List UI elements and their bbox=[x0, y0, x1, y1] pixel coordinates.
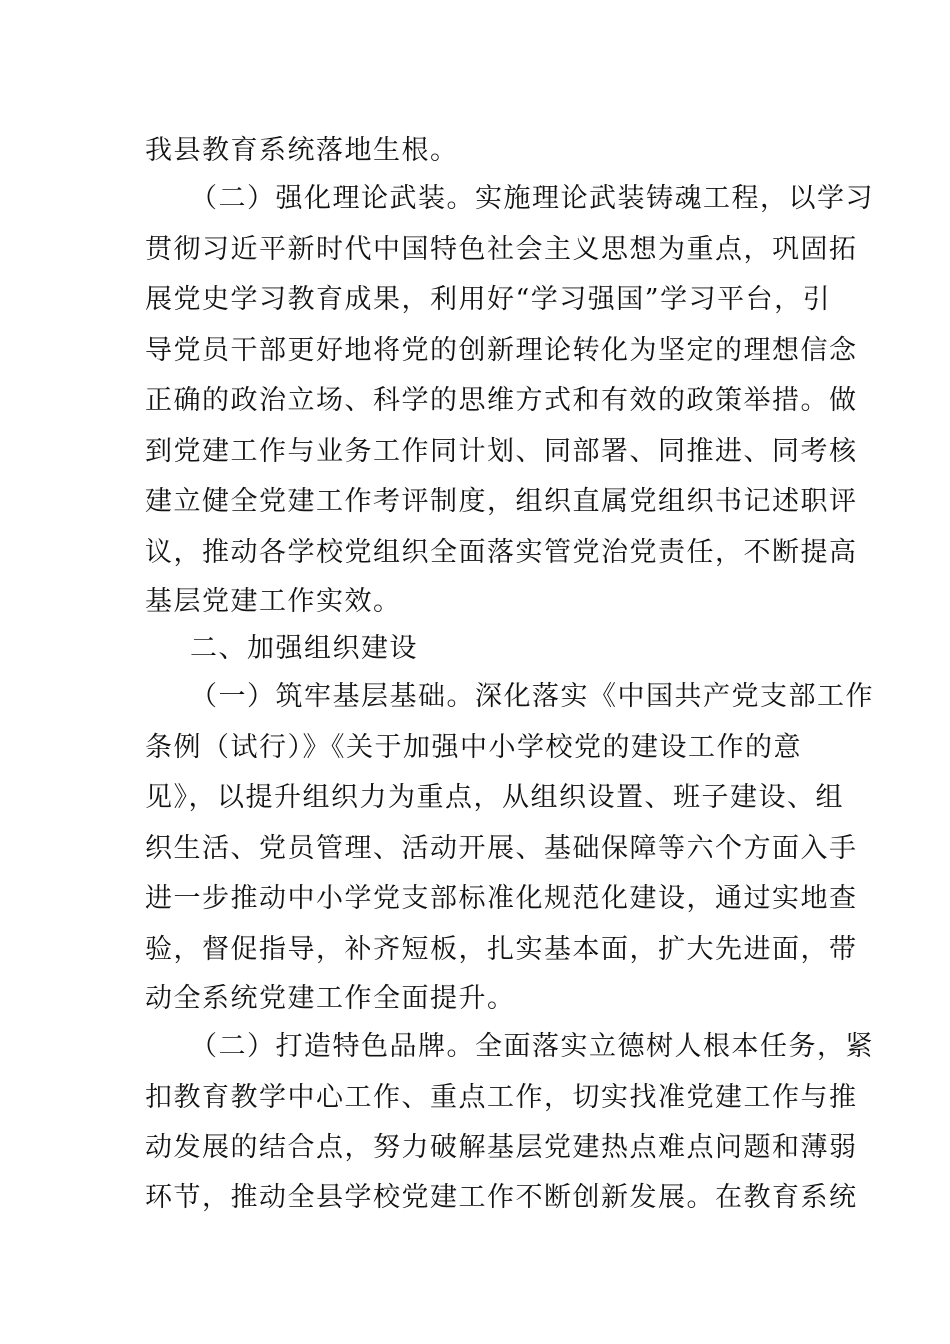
text-line: 基层党建工作实效。 bbox=[145, 586, 402, 617]
text-line: 环节，推动全县学校党建工作不断创新发展。在教育系统 bbox=[145, 1182, 858, 1213]
text-line: 我县教育系统落地生根。 bbox=[145, 135, 459, 166]
text-line: 动全系统党建工作全面提升。 bbox=[145, 983, 516, 1014]
text-line: 条例（试行）》《关于加强中小学校党的建设工作的意 bbox=[145, 732, 802, 763]
text-line: 到党建工作与业务工作同计划、同部署、同推进、同考核 bbox=[145, 436, 858, 467]
text-line: 贯彻习近平新时代中国特色社会主义思想为重点，巩固拓 bbox=[145, 234, 858, 265]
text-line: 进一步推动中小学党支部标准化规范化建设，通过实地查 bbox=[145, 883, 858, 914]
paragraph-first-line: （一）筑牢基层基础。深化落实《中国共产党支部工作 bbox=[190, 681, 874, 712]
text-line: 织生活、党员管理、活动开展、基础保障等六个方面入手 bbox=[145, 833, 858, 864]
text-line: 扣教育教学中心工作、重点工作，切实找准党建工作与推 bbox=[145, 1082, 858, 1113]
paragraph-first-line: （二）打造特色品牌。全面落实立德树人根本任务，紧 bbox=[190, 1031, 874, 1062]
text-line: 展党史学习教育成果，利用好“学习强国”学习平台，引 bbox=[145, 284, 832, 315]
text-line: 建立健全党建工作考评制度，组织直属党组织书记述职评 bbox=[145, 486, 858, 517]
text-line: 导党员干部更好地将党的创新理论转化为坚定的理想信念 bbox=[145, 335, 858, 366]
text-line: 动发展的结合点，努力破解基层党建热点难点问题和薄弱 bbox=[145, 1132, 858, 1163]
text-line: 议，推动各学校党组织全面落实管党治党责任，不断提高 bbox=[145, 537, 858, 568]
paragraph-first-line: （二）强化理论武装。实施理论武装铸魂工程，以学习 bbox=[190, 183, 874, 214]
text-line: 见》，以提升组织力为重点，从组织设置、班子建设、组 bbox=[145, 782, 844, 813]
text-line: 正确的政治立场、科学的思维方式和有效的政策举措。做 bbox=[145, 385, 858, 416]
text-line: 验，督促指导，补齐短板，扎实基本面，扩大先进面，带 bbox=[145, 934, 858, 965]
section-heading: 二、加强组织建设 bbox=[190, 633, 418, 664]
